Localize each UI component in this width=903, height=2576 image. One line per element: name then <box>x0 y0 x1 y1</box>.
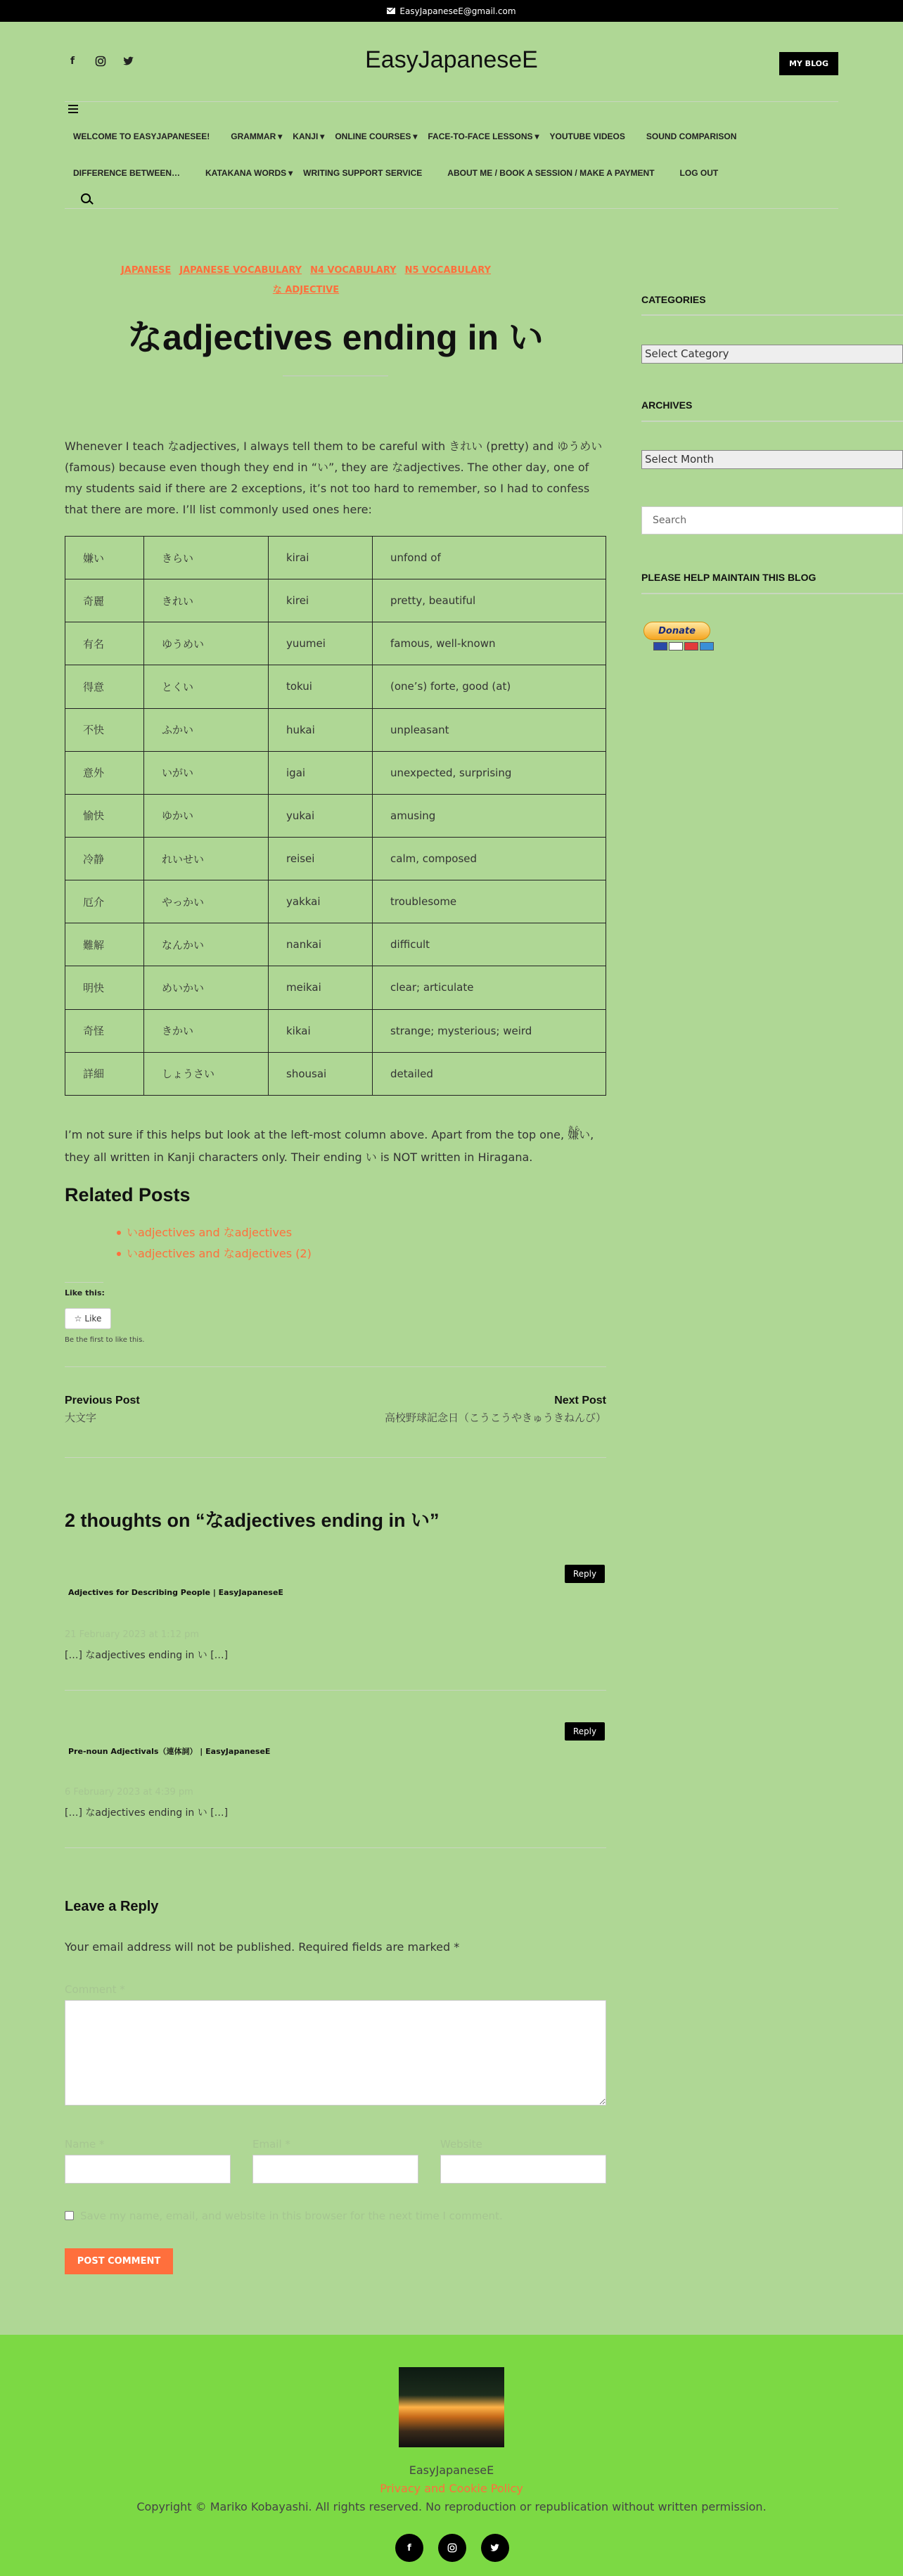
hiragana-cell: めいかい <box>144 966 269 1009</box>
chevron-down-icon: ▾ <box>413 132 418 141</box>
nav-item-grammar[interactable]: GRAMMAR <box>231 132 276 141</box>
related-post-link[interactable]: いadjectives and なadjectives (2) <box>127 1243 312 1264</box>
meaning-cell: detailed <box>373 1052 606 1095</box>
romaji-cell: reisei <box>269 837 373 880</box>
top-bar <box>0 0 903 22</box>
category-link[interactable]: な ADJECTIVE <box>272 285 340 295</box>
meaning-cell: unpleasant <box>373 708 606 751</box>
category-link[interactable]: JAPANESE <box>120 265 172 276</box>
meaning-cell: troublesome <box>373 880 606 923</box>
post-categories <box>70 261 542 300</box>
nav-item-sound-comparison[interactable]: SOUND COMPARISON <box>646 132 737 141</box>
nav-row-1 <box>73 132 736 141</box>
post-title: なadjectives ending in い <box>127 318 544 357</box>
meaning-cell: calm, composed <box>373 837 606 880</box>
menu-icon[interactable] <box>68 105 78 113</box>
footer-social-links <box>395 2534 509 2562</box>
my-blog-button[interactable]: MY BLOG <box>779 52 838 75</box>
meaning-cell: unexpected, surprising <box>373 751 606 794</box>
related-posts-heading: Related Posts <box>65 1184 191 1205</box>
table-row <box>65 794 606 837</box>
email-field[interactable] <box>252 2155 418 2184</box>
nav-item-welcome[interactable]: WELCOME TO EASYJAPANESEE! <box>73 132 210 141</box>
footer-photo <box>399 2367 504 2447</box>
hiragana-cell: とくい <box>144 665 269 708</box>
table-row <box>65 579 606 622</box>
twitter-icon[interactable] <box>481 2534 509 2562</box>
facebook-icon[interactable]: f <box>70 56 75 67</box>
header-divider <box>65 101 838 102</box>
hiragana-cell: ゆかい <box>144 794 269 837</box>
table-row <box>65 923 606 966</box>
romaji-cell: kikai <box>269 1009 373 1052</box>
hiragana-cell: きれい <box>144 579 269 622</box>
nav-row-2 <box>73 168 718 178</box>
envelope-icon <box>387 8 395 14</box>
save-info-checkbox[interactable] <box>65 2211 74 2220</box>
site-title[interactable]: EasyJapaneseE <box>365 46 538 73</box>
required-notice: Your email address will not be published. Required fields are marked * <box>65 1940 460 1954</box>
website-label: Website <box>440 2138 482 2151</box>
reply-button[interactable]: Reply <box>565 1722 605 1741</box>
kanji-cell: 難解 <box>65 923 144 966</box>
nav-item-writing-support[interactable]: WRITING SUPPORT SERVICE <box>303 168 423 178</box>
kanji-cell: 不快 <box>65 708 144 751</box>
table-row <box>65 537 606 579</box>
kanji-cell: 冷静 <box>65 837 144 880</box>
like-button[interactable]: ☆ Like <box>65 1308 111 1329</box>
romaji-cell: yakkai <box>269 880 373 923</box>
table-row <box>65 622 606 665</box>
footer-site-name[interactable]: EasyJapaneseE <box>409 2463 494 2477</box>
romaji-cell: meikai <box>269 966 373 1009</box>
ruby-text: きら 嫌い <box>568 1128 590 1141</box>
nav-divider <box>65 208 838 209</box>
comment-label: Comment * <box>65 1983 125 1996</box>
website-field[interactable] <box>440 2155 606 2184</box>
archive-select[interactable]: Select Month <box>641 450 903 469</box>
pingback-title[interactable]: Pre-noun Adjectivals（連体詞） | EasyJapaneseE <box>68 1747 271 1756</box>
romaji-cell: tokui <box>269 665 373 708</box>
kanji-cell: 詳細 <box>65 1052 144 1095</box>
kanji-cell: 厄介 <box>65 880 144 923</box>
instagram-icon[interactable] <box>438 2534 466 2562</box>
hiragana-cell: ふかい <box>144 708 269 751</box>
hiragana-cell: しょうさい <box>144 1052 269 1095</box>
hiragana-cell: やっかい <box>144 880 269 923</box>
nav-item-logout[interactable]: LOG OUT <box>679 168 719 178</box>
meaning-cell: (one’s) forte, good (at) <box>373 665 606 708</box>
chevron-down-icon: ▾ <box>278 132 283 141</box>
kanji-cell: 意外 <box>65 751 144 794</box>
sidebar-search-input[interactable]: Search <box>641 506 903 534</box>
meaning-cell: famous, well-known <box>373 622 606 665</box>
post-comment-button[interactable]: POST COMMENT <box>65 2248 173 2274</box>
facebook-icon[interactable]: f <box>395 2534 423 2562</box>
post-intro: Whenever I teach なadjectives, I always tell them to be careful with きれい (pretty) and ゆうめい (famous) because even though they end in “い”, they are なadjectives. The other day, one of my students said if there are 2 exceptions, it’s not too hard to remember, so I had to confess that there are more. I’ll list commonly used ones here: <box>65 440 603 516</box>
payment-cards-icon <box>653 642 714 651</box>
romaji-cell: shousai <box>269 1052 373 1095</box>
romaji-cell: kirei <box>269 579 373 622</box>
nav-item-kanji[interactable]: KANJI <box>293 132 319 141</box>
nav-item-difference[interactable]: DIFFERENCE BETWEEN… <box>73 168 181 178</box>
comment-date[interactable]: 6 February 2023 at 4:39 pm <box>65 1787 193 1798</box>
romaji-cell: nankai <box>269 923 373 966</box>
search-icon[interactable] <box>81 193 91 203</box>
post-nav-divider-bottom <box>65 1457 606 1458</box>
leave-reply-heading: Leave a Reply <box>65 1899 159 1914</box>
save-info-label: Save my name, email, and website in this browser for the next time I comment. <box>80 2210 503 2222</box>
next-post-link[interactable]: Next Post 高校野球記念日（こうこうやきゅうきねんび） <box>384 1395 606 1424</box>
category-link[interactable]: JAPANESE VOCABULARY <box>179 265 302 276</box>
pingback-title[interactable]: Adjectives for Describing People | EasyJapaneseE <box>68 1588 283 1597</box>
chevron-down-icon: ▾ <box>288 168 293 178</box>
help-heading: PLEASE HELP MAINTAIN THIS BLOG <box>641 572 816 583</box>
kanji-cell: 得意 <box>65 665 144 708</box>
comment-divider <box>65 1847 606 1848</box>
site-footer <box>0 2335 903 2576</box>
hiragana-cell: れいせい <box>144 837 269 880</box>
nav-item-online-courses[interactable]: ONLINE COURSES <box>335 132 411 141</box>
comments-heading: 2 thoughts on “なadjectives ending in い” <box>65 1510 440 1531</box>
chevron-down-icon: ▾ <box>320 132 325 141</box>
hiragana-cell: ゆうめい <box>144 622 269 665</box>
hiragana-cell: きらい <box>144 537 269 579</box>
comment-date[interactable]: 21 February 2023 at 1:12 pm <box>65 1629 200 1640</box>
comment-excerpt: […] なadjectives ending in い […] <box>65 1650 229 1661</box>
archives-heading: ARCHIVES <box>641 399 693 411</box>
categories-heading: CATEGORIES <box>641 294 706 305</box>
meaning-cell: amusing <box>373 794 606 837</box>
hiragana-cell: いがい <box>144 751 269 794</box>
romaji-cell: yukai <box>269 794 373 837</box>
nav-item-face-to-face[interactable]: FACE-TO-FACE LESSONS <box>428 132 533 141</box>
comment-divider <box>65 1690 606 1691</box>
like-heading: Like this: <box>65 1288 105 1297</box>
category-link[interactable]: N5 VOCABULARY <box>404 265 492 276</box>
meaning-cell: clear; articulate <box>373 966 606 1009</box>
kanji-cell: 有名 <box>65 622 144 665</box>
kanji-cell: 明快 <box>65 966 144 1009</box>
nav-item-about[interactable]: ABOUT ME / BOOK A SESSION / MAKE A PAYMENT <box>447 168 655 178</box>
nav-item-katakana[interactable]: KATAKANA WORDS <box>205 168 287 178</box>
comment-textarea[interactable] <box>65 2000 606 2106</box>
category-link[interactable]: N4 VOCABULARY <box>310 265 397 276</box>
romaji-cell: yuumei <box>269 622 373 665</box>
like-count-text: Be the first to like this. <box>65 1336 145 1344</box>
kanji-cell: 奇麗 <box>65 579 144 622</box>
hiragana-cell: きかい <box>144 1009 269 1052</box>
romaji-cell: igai <box>269 751 373 794</box>
kanji-cell: 嫌い <box>65 537 144 579</box>
sidebar-divider <box>641 421 903 422</box>
kanji-cell: 愉快 <box>65 794 144 837</box>
hiragana-cell: なんかい <box>144 923 269 966</box>
star-icon: ☆ <box>74 1314 82 1324</box>
meaning-cell: pretty, beautiful <box>373 579 606 622</box>
post-closing-paragraph: I’m not sure if this helps but look at the left-most column above. Apart from the top one, きら 嫌い, they all written in Kanji characters only. Their ending い is NOT written in Hiragana. <box>65 1124 606 1169</box>
meaning-cell: unfond of <box>373 537 606 579</box>
name-label: Name * <box>65 2138 105 2151</box>
email-label: Email * <box>252 2138 290 2151</box>
nav-item-youtube[interactable]: YOUTUBE VIDEOS <box>549 132 625 141</box>
romaji-cell: kirai <box>269 537 373 579</box>
table-row <box>65 1009 606 1052</box>
table-row <box>65 966 606 1009</box>
name-field[interactable] <box>65 2155 231 2184</box>
romaji-cell: hukai <box>269 708 373 751</box>
table-row <box>65 751 606 794</box>
table-row <box>65 837 606 880</box>
table-row <box>65 665 606 708</box>
previous-post-link[interactable]: Previous Post 大文字 <box>65 1395 140 1424</box>
table-row <box>65 880 606 923</box>
contact-email[interactable]: EasyJapaneseE@gmail.com <box>399 6 516 16</box>
related-post-link[interactable]: いadjectives and なadjectives <box>127 1222 312 1243</box>
meaning-cell: difficult <box>373 923 606 966</box>
privacy-policy-link[interactable]: Privacy and Cookie Policy <box>380 2482 523 2495</box>
table-row <box>65 1052 606 1095</box>
table-row <box>65 708 606 751</box>
donate-button[interactable]: Donate <box>643 622 710 640</box>
category-select[interactable]: Select Category <box>641 345 903 364</box>
reply-button[interactable]: Reply <box>565 1565 605 1583</box>
comment-excerpt: […] なadjectives ending in い […] <box>65 1807 229 1819</box>
vocabulary-table <box>65 536 606 1096</box>
chevron-down-icon: ▾ <box>534 132 539 141</box>
like-divider <box>65 1282 103 1283</box>
sidebar-divider <box>641 314 903 316</box>
meaning-cell: strange; mysterious; weird <box>373 1009 606 1052</box>
kanji-cell: 奇怪 <box>65 1009 144 1052</box>
copyright-text: Copyright © Mariko Kobayashi. All rights reserved. No reproduction or republication without written permission. <box>136 2500 767 2513</box>
sidebar-divider <box>641 593 903 594</box>
related-posts-list <box>127 1222 312 1264</box>
post-nav-divider-top <box>65 1366 606 1367</box>
